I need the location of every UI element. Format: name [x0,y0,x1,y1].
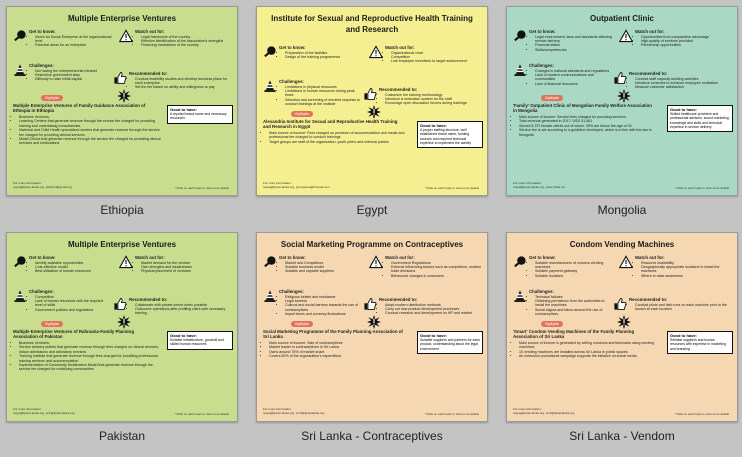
slide-caption: Pakistan [98,429,146,443]
get-to-know-section-list [279,51,369,60]
venture-detail-item: • Main source of income: Fees charged on provision of accommodation and meals and professional fee charged to conduct trainings [269,131,413,140]
challenges-section-list [279,85,361,107]
challenges-section-item: • Cultural and social barriers towards the use of contraceptives [285,303,361,312]
watch-out-section-list [635,35,733,48]
recommended-section[interactable] [379,87,483,106]
watch-out-section-item: • Financing mechanism of the country [141,43,233,47]
venture-details [263,341,413,359]
recommended-section-item: • Outsource operations after profiling client with necessary training [135,307,233,316]
get-to-know-section-heading: Get to know: [529,29,556,34]
watch-out-section-item: • Organizational chart [391,51,483,55]
recommended-section-list [629,77,733,90]
recommended-section-item: • Set the fee based on ability and willingness to pay [135,85,233,89]
challenges-section-item: • Limitations in human resources during peak times [285,89,361,98]
watch-out-section-item: • Resource availability [641,261,733,265]
get-to-know-section[interactable] [279,255,369,274]
venture-details [13,341,163,372]
challenges-section-item: • Lack of financial resources [535,82,611,86]
good-to-have-text: A reputed brand name and necessary resources [170,112,227,121]
watch-out-section-list [385,261,483,279]
challenges-section-item: • Technical failures [535,295,611,299]
watch-out-section-list [135,35,233,48]
star-burst-icon [367,315,381,329]
good-to-have-heading: Good to have: [670,333,697,338]
recommended-section-list [629,303,733,312]
watch-out-section-heading: Watch out for: [135,255,165,260]
more-info-contact[interactable]: respa@fpasri-lanka.org, pcb@fpasri-lanka.org [13,411,75,416]
challenges-section[interactable] [529,289,611,317]
get-to-know-section-list [279,261,369,274]
venture-title: Social Marketing Programme of the Family Planning Association of Sri Lanka [263,329,403,340]
venture-detail-item: • Main source of income: Sale of contraceptives [269,341,413,345]
more-info-footer [263,408,324,416]
recommended-section[interactable] [629,71,733,90]
recommended-section-item: • Introduce a motivation system for the staff [385,97,483,101]
get-to-know-section-heading: Get to know: [29,29,56,34]
venture-title: 'Family' Outpatient Clinic of Mongolian Family Welfare Association in Mongolia [513,103,652,114]
highlights-tag[interactable]: Highlights [541,95,563,101]
watch-out-section-list [135,261,233,274]
get-to-know-section-item: • Preparation of the facilities [285,51,369,55]
get-to-know-section[interactable] [29,255,119,274]
slide-title: Institute for Sexual and Reproductive Health Training and Research [271,14,473,34]
challenges-section-item: • Lack of human resources with the required level of skills [35,299,111,308]
challenges-section-list [279,295,361,317]
recommended-section-item: • Conduct research and development on NP and market [385,311,483,315]
star-burst-icon [117,89,131,103]
watch-out-section-item: • Partnership opportunities [641,43,733,47]
recommended-section-item: • Conduct feasibility studies and develop business plans for each enterprise [135,77,233,86]
highlights-tag[interactable]: Highlights [41,321,63,327]
slide-caption: Mongolia [597,203,647,217]
get-to-know-section-heading: Get to know: [529,255,556,260]
watch-out-section-heading: Watch out for: [135,29,165,34]
watch-out-section-item: • High quality of services provided [641,39,733,43]
venture-detail-item: • Target groups are staff of the organization, youth peers and external parties [269,140,413,144]
venture-detail-item: • Business Ventures: [19,341,163,345]
recommended-section[interactable] [629,297,733,311]
recommended-section-item: • Collaborate with private sector when possible [135,303,233,307]
more-info-footer [263,182,330,190]
venture-title: Multiple Enterprise Ventures of Rahnuma-Family Planning Association of Pakistan [13,329,135,340]
star-burst-icon [617,89,631,103]
slide-caption: Sri Lanka - Contraceptives [301,429,443,443]
get-to-know-section-heading: Get to know: [279,255,306,260]
get-to-know-section-item: • Suitable business model [285,265,369,269]
venture-detail-item: • Implementation of Community Mobilization Model that generate revenue through the service fee charged for mobilizing communities [19,363,163,372]
watch-out-section[interactable] [635,255,733,278]
recommended-section-item: • Conduct staff capacity building activities [635,77,733,81]
venture-detail-item: • 10 vending machines are installed across Sri Lanka in public spaces [519,350,663,354]
more-info-contact[interactable]: respa@fpasri-lanka.org, smb@fpasrilanka.org [263,411,325,416]
recommended-section-heading: Recommended to: [629,297,668,302]
challenges-section-item: • Social stigma and taboo around the use of contraceptives [535,308,611,317]
venture-title: Multiple Enterprise Ventures of Family Guidance Association of Ethiopia in Ethiopia [13,103,146,114]
more-info-contact[interactable]: respa@fpasri-lanka.org, smb@fpasrilanka.org [513,411,575,416]
good-to-have-text: Skilled healthcare providers and professional advisors, sound marketing knowledge and skills and technical expertise in service delivery [670,112,729,129]
click-hint: *Click on each topic to view more details [425,412,479,416]
more-info-label: For more information: [263,181,292,186]
slide-title: Multiple Enterprise Ventures [67,14,177,23]
get-to-know-section-item: • Financial status [535,43,619,47]
watch-out-section-heading: Watch out for: [385,255,415,260]
venture-detail-item: • Total revenue generated in 2017: USD 51,461 [519,119,663,123]
get-to-know-section-item: • Cost-effective model [35,265,119,269]
recommended-section-heading: Recommended to: [129,297,168,302]
watch-out-section-heading: Watch out for: [385,45,415,50]
challenges-section-item: • Selection and screening of enrolled requests to conduct trainings at the institute [285,98,361,107]
watch-out-section[interactable] [635,29,733,48]
star-burst-icon [117,315,131,329]
get-to-know-section[interactable] [529,29,619,52]
watch-out-section-item: • Where to raise awareness [641,274,733,278]
get-to-know-section-item: • Suitable locations [535,274,619,278]
challenges-section-item: • Government policies and regulations [35,308,111,312]
venture-details-list [513,115,663,137]
slide-caption: Ethiopia [100,203,144,217]
recommended-section-list [129,77,233,90]
more-info-contact[interactable]: respa@fpasri-lanka.org, pricyaseen@hotmail.com [263,185,330,190]
highlights-tag[interactable]: Highlights [291,321,313,327]
recommended-section-list [129,303,233,316]
venture-details [263,131,413,144]
challenges-section-item: • Competition [35,295,111,299]
highlights-tag[interactable]: Highlights [541,321,563,327]
challenges-section-item: • Not having the entrepreneurial mindset [35,69,111,73]
recommended-section-heading: Recommended to: [379,297,418,302]
slide-card-5[interactable] [256,232,488,422]
challenges-section-item: • Import taxes and currency fluctuations [285,312,361,316]
highlights-tag[interactable]: Highlights [291,111,313,117]
recommended-section-item: • Conduct pilots and field runs on each machine prior to the launch at each location [635,303,733,312]
watch-out-section-item: • Opportunities from comparative advantage [641,35,733,39]
recommended-section[interactable] [379,297,483,316]
watch-out-section-item: • Competition [391,55,483,59]
get-to-know-section-item: • Legal environment, laws and standards affecting service delivery [535,35,619,44]
watch-out-section-item: • Government Regulations [391,261,483,265]
watch-out-section-item: • Link employee incentives to target achievement [391,59,483,63]
good-to-have-heading: Good to have: [170,333,197,338]
recommended-section-item: • Measure customer satisfaction [635,85,733,89]
get-to-know-section-list [29,261,119,274]
watch-out-section[interactable] [385,255,483,278]
good-to-have-text: A proper staffing structure, well established brand name, funding sources and required technical expertise to implement the activity [420,128,472,145]
venture-detail-item: • Served 6,797 female clients out of whom, 39% are below the age of 24 [519,124,663,128]
star-burst-icon [617,315,631,329]
venture-detail-item: • Main source of income is generated by selling condoms and lubricants using vending machines [519,341,663,350]
venture-detail-item: • Main source of income: Service fees charged for providing services [519,115,663,119]
slide-title: Outpatient Clinic [590,14,654,23]
more-info-footer [13,408,74,416]
get-to-know-section-item: • Skills/competencies [535,48,619,52]
recommended-section[interactable] [129,71,233,90]
challenges-section-item: • Difficulty to raise initial capital [35,77,111,81]
good-to-have-box [417,331,483,354]
recommended-section[interactable] [129,297,233,316]
get-to-know-section-item: • Best utilization of human resources [35,269,119,273]
star-burst-icon [367,105,381,119]
challenges-section-item: • Lack of modern communications and commodities [535,73,611,82]
venture-details-list [13,115,163,146]
more-info-footer [513,182,565,190]
challenges-section-heading: Challenges: [279,289,304,294]
watch-out-section[interactable] [135,29,233,48]
get-to-know-section-item: • Suitable and capable suppliers [285,269,369,273]
challenges-section-list [29,295,111,313]
more-info-footer [513,408,574,416]
get-to-know-section[interactable] [279,45,369,59]
good-to-have-heading: Good to have: [170,107,197,112]
venture-detail-item: • Training Institute that generate revenue through fees charged for providing professional training services and accommodation [19,354,163,363]
challenges-section-item: • Changes in national standards and regulations [535,69,611,73]
slide-card-4[interactable] [6,232,238,422]
good-to-have-box [417,121,483,148]
venture-detail-item: • Business Ventures: [19,115,163,119]
good-to-have-text: Reliable suppliers and human resources with expertise in marketing and branding [670,338,726,351]
slide-title: Condom Vending Machines [569,240,675,249]
venture-detail-item: • Owns around 75% of market share [269,350,413,354]
more-info-label: For more information: [513,407,542,412]
get-to-know-section-item: • Design of the training programmes [285,55,369,59]
good-to-have-heading: Good to have: [420,333,447,338]
get-to-know-section-heading: Get to know: [279,45,306,50]
slide-caption: Egypt [356,203,388,217]
click-hint: *Click on each topic to view more details [175,186,229,190]
watch-out-section-item: • Behavioral changes in customers [391,274,483,278]
watch-out-section-heading: Watch out for: [635,29,665,34]
get-to-know-section[interactable] [29,29,119,48]
get-to-know-section-heading: Get to know: [29,255,56,260]
challenges-section-heading: Challenges: [279,79,304,84]
challenges-section[interactable] [29,289,111,312]
challenges-section-heading: Challenges: [29,63,54,68]
recommended-section-item: • Customize the training methodology [385,93,483,97]
good-to-have-box [667,105,733,132]
good-to-have-box [167,331,233,350]
click-hint: *Click on each topic to view more details [175,412,229,416]
challenges-section[interactable] [529,63,611,86]
highlights-tag[interactable]: Highlights [41,95,63,101]
venture-details-list [13,341,163,372]
slide-card-3[interactable] [506,6,738,196]
watch-out-section-item: • Effective identification of the Association's strengths [141,39,233,43]
venture-detail-item: • Learning Centers that generate revenue through the service fee charged for providing training and undertaking consultancies [19,119,163,128]
venture-title: 'Smart' Condom Vending Machines of the Family Planning Association of Sri Lanka [513,329,635,340]
good-to-have-text: Suitable infrastructure, goodwill and skilled human resources [170,338,224,347]
recommended-section-heading: Recommended to: [129,71,168,76]
more-info-contact[interactable]: respa@fpasri-lanka.org, pfatchnl@gmail.org [13,185,72,190]
venture-details [13,115,163,146]
challenges-section-list [29,69,111,82]
get-to-know-section-list [529,35,619,53]
slide-caption: Sri Lanka - Vendom [569,429,675,443]
venture-detail-item: • Model Clinics that generate revenue through the service fee charged for providing clinical services and medications [19,137,163,146]
recommended-section-item: • Adopt modern distribution methods [385,303,483,307]
challenges-section[interactable] [279,79,361,107]
venture-detail-item: • Covers 80% of the organization's expenditure [269,354,413,358]
recommended-section-heading: Recommended to: [629,71,668,76]
venture-detail-item: • An extensive promotional campaign supports the initiative on social media [519,354,663,358]
challenges-section-list [529,69,611,87]
challenges-section-item: • Restrictive government laws [35,73,111,77]
good-to-have-heading: Good to have: [420,123,447,128]
click-hint: *Click on each topic to view more details [675,412,729,416]
challenges-section-item: • Obtaining permission from the authorities to install the machines [535,299,611,308]
venture-details-list [513,341,663,359]
good-to-have-box [167,105,233,124]
more-info-label: For more information: [13,407,42,412]
challenges-section-heading: Challenges: [29,289,54,294]
watch-out-section-list [635,261,733,279]
watch-out-section-item: • Geographically appropriate locations to install the machines [641,265,733,274]
get-to-know-section-item: • Potential areas for an enterprise [35,43,119,47]
watch-out-section-item: • Legal framework of the country [141,35,233,39]
watch-out-section-heading: Watch out for: [635,255,665,260]
get-to-know-section-list [29,35,119,48]
good-to-have-box [667,331,733,354]
recommended-section-item: • Encourage open discussion forums during trainings [385,101,483,105]
watch-out-section-list [385,51,483,64]
recommended-section-list [379,93,483,106]
more-info-label: For more information: [263,407,292,412]
venture-details [513,341,663,359]
good-to-have-text: Suitable suppliers and partners for each product, understanding about the legal environment [420,338,480,351]
get-to-know-section-item: • Identify available opportunities [35,261,119,265]
venture-title: Alexandria Institute for Sexual and Reproductive Health Training and Research in Egypt [263,119,398,130]
watch-out-section[interactable] [135,255,233,274]
good-to-have-heading: Good to have: [670,107,697,112]
venture-detail-item: • Maternal and Child Health specialized centers that generate revenue through the service fee charged for providing clinical services [19,128,163,137]
challenges-section-list [529,295,611,317]
challenges-section[interactable] [29,63,111,82]
venture-details-list [263,341,413,359]
slide-title: Multiple Enterprise Ventures [67,240,177,249]
click-hint: *Click on each topic to view more details [425,186,479,190]
watch-out-section-item: • Market demand for the venture [141,261,233,265]
get-to-know-section-item: • Vision for Social Enterprise at the organizational level [35,35,119,44]
challenges-section-item: • Limitations in physical resources [285,85,361,89]
slide-card-2[interactable] [256,6,488,196]
recommended-section-list [379,303,483,316]
slide-card-6[interactable] [506,232,738,422]
challenges-section-item: • Religious beliefs and resistance [285,295,361,299]
get-to-know-section[interactable] [529,255,619,278]
venture-detail-item: • Market leader in contraceptives in Sri Lanka [269,345,413,349]
watch-out-section-item: • Physical placement of ventures [141,269,233,273]
get-to-know-section-list [529,261,619,279]
challenges-section-item: • Legal barriers [285,299,361,303]
more-info-footer [13,182,72,190]
venture-detail-item: • Service fee is set according to a guideline developed, which is in line with the law in Mongolia [519,128,663,137]
challenges-section-heading: Challenges: [529,63,554,68]
watch-out-section-item: • External influencing factors such as competitors, modern trade decisions [391,265,483,274]
watch-out-section-item: • Own strengths and weaknesses [141,265,233,269]
get-to-know-section-item: • Suitable payment gateway [535,269,619,273]
click-hint: *Click on each topic to view more details [675,186,729,190]
more-info-contact[interactable]: respa@fpasri-lanka.org, www.mfwa.mn [513,185,566,190]
get-to-know-section-item: • Suitable manufacturers of condom vending machines [535,261,619,270]
recommended-section-heading: Recommended to: [379,87,418,92]
recommended-section-item: • Carry out new product development processes [385,307,483,311]
get-to-know-section-item: • Market and Competitors [285,261,369,265]
challenges-section-heading: Challenges: [529,289,554,294]
more-info-label: For more information: [13,181,42,186]
more-info-label: For more information: [513,181,542,186]
venture-detail-item: • Service delivery outlets that generate revenue through fees charged on clinical services, indoor admissions and laboratory services [19,345,163,354]
recommended-section-item: • Introduce schemes to enhance employee motivation [635,81,733,85]
venture-details [513,115,663,137]
slide-title: Social Marketing Programme on Contraceptives [280,240,464,249]
challenges-section[interactable] [279,289,361,317]
venture-details-list [263,131,413,144]
slide-card-1[interactable] [6,6,238,196]
watch-out-section[interactable] [385,45,483,64]
